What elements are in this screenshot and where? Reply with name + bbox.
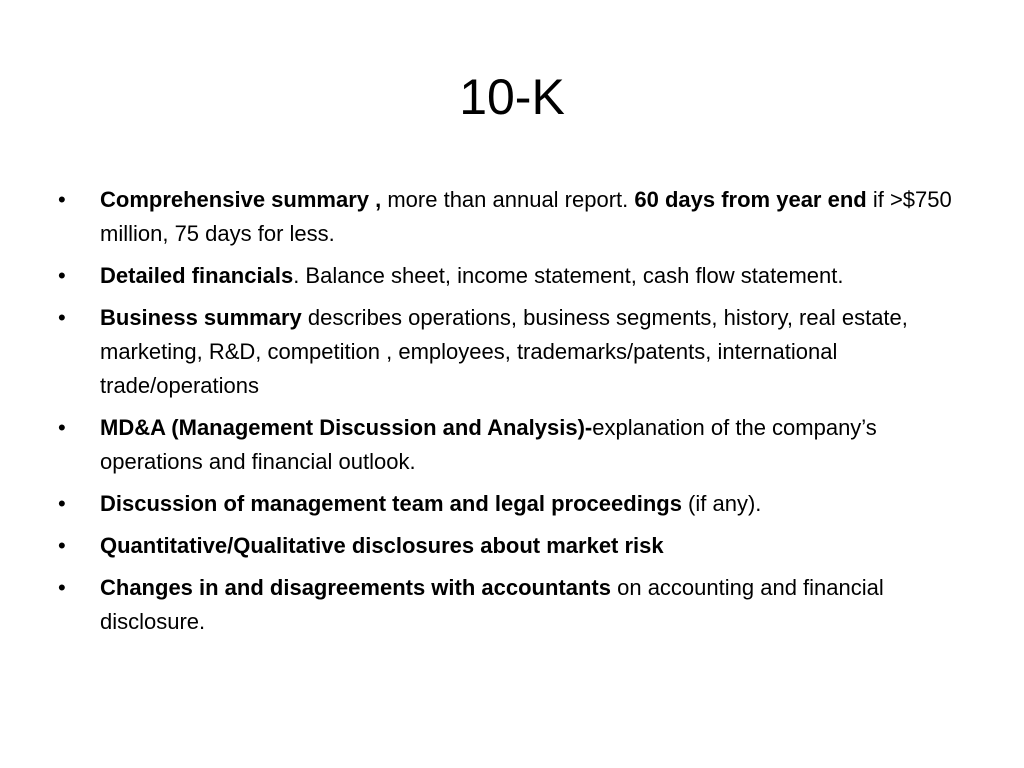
bullet-item [58, 301, 958, 403]
bullet-text: describes operations, business segments, history, real estate, marketing, R&D, competition , employees, trademarks/patents, international trade/operations [100, 305, 908, 398]
bullet-text-bold: Detailed financials [100, 263, 294, 288]
bullet-item [58, 487, 958, 521]
bullet-item [58, 571, 958, 639]
bullet-dot-icon: • [58, 415, 66, 440]
bullet-item [58, 183, 958, 251]
bullet-dot-icon: • [58, 305, 66, 330]
bullet-text-bold: Quantitative/Qualitative disclosures about market risk [100, 533, 664, 558]
bullet-text: explanation of the company’s operations and financial outlook. [100, 415, 877, 474]
bullet-dot-icon: • [58, 187, 66, 212]
bullet-text: if >$750 million, 75 days for less. [100, 187, 952, 246]
bullet-text: (if any). [681, 491, 762, 516]
bullet-list [58, 183, 958, 647]
bullet-text: more than annual report. [387, 187, 635, 212]
bullet-text: on accounting and financial disclosure. [100, 575, 884, 634]
bullet-text-bold: 60 days from year end [634, 187, 867, 212]
bullet-item [58, 529, 958, 563]
bullet-item [58, 259, 958, 293]
bullet-text-bold: Changes in and disagreements with accountants [100, 575, 611, 600]
bullet-text-bold: MD&A (Management Discussion and Analysis)- [100, 415, 593, 440]
bullet-text-bold: Business summary [100, 305, 302, 330]
bullet-item [58, 411, 958, 479]
bullet-dot-icon: • [58, 263, 66, 288]
bullet-dot-icon: • [58, 575, 66, 600]
bullet-text-bold: Discussion of management team and legal proceedings [100, 491, 682, 516]
bullet-text-bold: Comprehensive summary , [100, 187, 388, 212]
bullet-dot-icon: • [58, 491, 66, 516]
slide-title: 10-K [459, 69, 565, 125]
bullet-dot-icon: • [58, 533, 66, 558]
bullet-text: . Balance sheet, income statement, cash flow statement. [293, 263, 844, 288]
